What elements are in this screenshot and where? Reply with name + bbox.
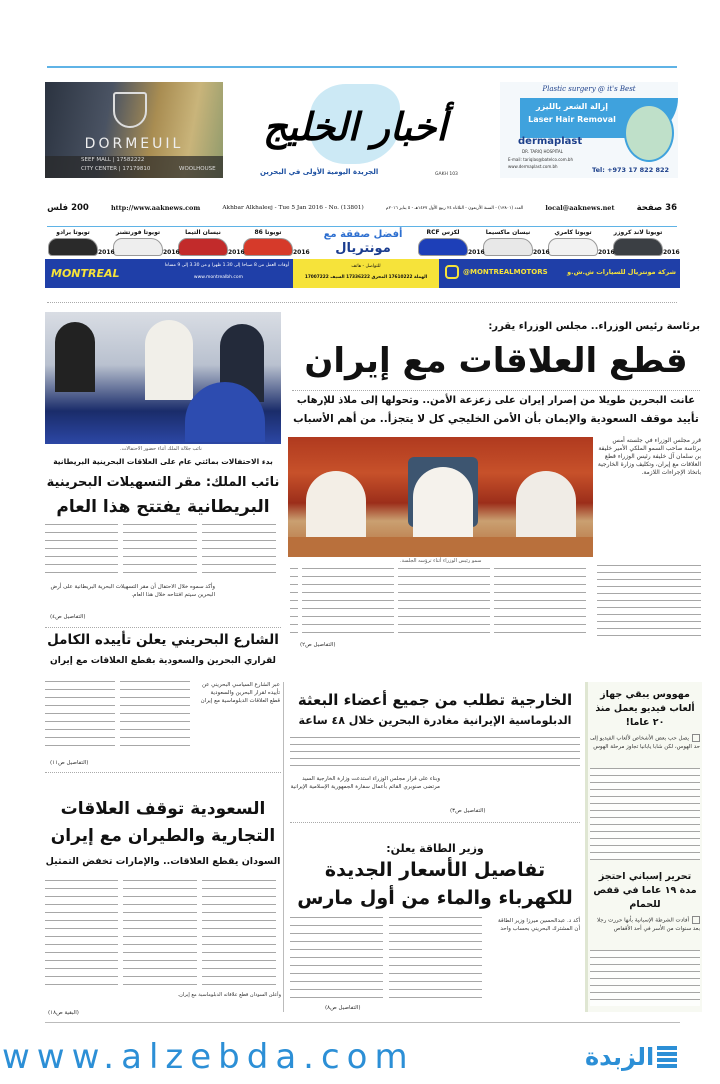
saudi-subhead: السودان يقطع العلاقات.. والإمارات تخفض التمثيل [45,856,281,867]
price: 200 فلس [47,203,89,213]
ad-title-ar: إزالة الشعر بالليزر [535,102,609,111]
car-ad-strip-left [45,259,293,288]
car-model-label: لكزس RCF [426,229,460,236]
foreign-body-start: وبناء على قرار مجلس الوزراء استدعت وزارة الخارجية السيد مرتضى صنوبري القائم بأعمال سفارة الجمهورية الإسلامية الإيرانية [290,776,440,790]
ad-brand: DORMEUIL [84,136,184,152]
sidebar-story-1-body [590,734,700,751]
ad-montreal-cars[interactable] [45,229,680,258]
lead-subhead-2: تأييد موقف السعودية والإيمان بأن الأمن الخليجي كل لا يتجزأ.. من أهم الأسباب [293,413,699,425]
energy-body-start: أكد د. عبدالحسين ميرزا وزير الطاقة أن المشترك البحريني بحساب واحد [498,918,580,932]
ad-email: E-mail: tariqlas@batelco.com.bh [508,157,573,162]
ad-brand-dermaplast: dermaplast [518,136,583,147]
britain-body [45,524,281,580]
email-link[interactable]: local@aaknews.net [545,204,615,212]
lead-body-right [597,565,701,640]
montreal-logo: MONTREAL [51,267,120,280]
info-bar [47,201,677,215]
ad-dermaplast[interactable] [500,82,678,178]
car-year: 2016 [163,249,180,256]
company-name: شركة مونتريال للسيارات ش.ش.و [567,268,676,276]
street-headline-2: لقراري البحرين والسعودية بقطع العلاقات مع إيران [50,656,276,666]
lead-photo-caption: سمو رئيس الوزراء أثناء ترؤسه الجلسة. [400,558,482,564]
sidebar-story-2-lines [590,950,700,1006]
car-year: 2016 [228,249,245,256]
top-rule [47,66,677,68]
energy-headline-2: للكهرباء والماء من أول مارس [297,887,573,909]
lead-headline: قطع العلاقات مع إيران [304,341,688,381]
masthead [250,82,460,182]
car-ad-headline-1: أفضل صفقة مع [323,229,403,240]
saudi-headline-1: السعودية توقف العلاقات [60,799,266,819]
car-model-label: تويوتا برادو [56,229,90,236]
car-year: 2016 [98,249,115,256]
car-image [418,238,468,256]
saudi-body-end: وأعلن السودان قطع علاقاته الدبلوماسية مع إيران. [177,992,281,998]
english-dateline: Akhbar Alkhaleej - Tue 5 Jan 2016 - No. (13801) [222,205,364,211]
foreign-headline-1: الخارجية تطلب من جميع أعضاء البعثة [297,691,573,709]
britain-headline-1: نائب الملك: مقر التسهيلات البحرينية [46,475,280,490]
instagram-icon [445,265,459,279]
britain-photo-caption: نائب جلالة الملك أثناء حضور الاحتفالات. [120,446,202,452]
watermark-url: www.alzebda.com [2,1037,415,1077]
britain-more[interactable]: (التفاصيل ص٤) [50,614,86,620]
ad-phone-1: SEEF MALL | 17582222 [81,157,145,163]
saudi-body [45,880,281,988]
lead-kicker: برئاسة رئيس الوزراء.. مجلس الوزراء يقرر: [488,321,700,332]
watermark-logo [585,1042,677,1072]
car-model-label: نيسان التيما [185,229,221,236]
street-body [45,681,195,751]
foreign-more[interactable]: (التفاصيل ص٣) [450,808,486,814]
britain-body-end: وأكد سموه خلال الاحتفال أن مقر التسهيلات البحرية البريطانية على أرض البحرين سيتم افتتاحه خلال هذا العام. [50,584,215,598]
montreal-site[interactable]: www.montrealbh.com [193,275,243,280]
sidebar-story-1-intro: يصل حب بعض الأشخاص لألعاب الفيديو إلى حد الهوس، لكن شابا يابانيا تجاوز مرحلة الهوس [590,735,700,750]
divider [290,822,580,823]
sidebar-story-2-intro: أفادت الشرطة الإسبانية بأنها حررت رجلا بعد سنوات من الأسر في أحد الأقفاص [597,917,700,932]
ad-web: www.dermaplast.com.bh [508,164,558,169]
lead-body-columns [290,568,590,638]
foreign-body [290,737,580,772]
cabinet-photo [288,437,593,557]
instagram-handle[interactable]: @MONTREALMOTORS [463,268,548,276]
bullet-box-icon [692,916,700,924]
bottom-rule [45,1022,680,1023]
crest-icon [113,92,147,128]
ad-tel: Tel: +973 17 822 822 [592,166,670,174]
street-body-start: عبر الشارع السياسي البحريني عن تأييده لقرار البحرين والسعودية قطع العلاقات الدبلوماسية مع إيران [200,682,280,704]
ad-store: WOOLHOUSE [179,166,216,172]
car-image [113,238,163,256]
sidebar-story-2-headline: تحرير إسباني احتجز مدة ١٩ عاما في قفص للحمام [593,871,697,910]
ad-slogan: Plastic surgery @ it's Best [542,85,636,93]
energy-more[interactable]: (التفاصيل ص٨) [325,1005,361,1011]
ad-title-en: Laser Hair Removal [528,115,616,124]
sidebar-story-1-lines [590,768,700,860]
car-image [548,238,598,256]
sidebar-story-1-headline: مهووس يبقي جهاز ألعاب فيديو يعمل منذ ٢٠ عاما! [595,689,695,728]
car-model-label: تويوتا 86 [254,229,282,236]
car-ad-headline-2: مونتريال [335,241,391,256]
ad-dormeuil[interactable] [45,82,223,178]
car-model-label: نيسان ماكسيما [485,229,531,236]
car-year: 2016 [663,249,680,256]
divider [292,390,700,391]
issue-info: العدد (١٣٨٠١) - السنة الأربعون - الثلاثاء ٢٤ ربيع الأول ١٤٣٧هـ - ٥ يناير ٢٠١٦م [385,205,524,211]
car-year: 2016 [598,249,615,256]
divider [45,772,281,773]
car-model-label: تويوتا لاند كروزر [613,229,663,236]
street-more[interactable]: (التفاصيل ص١١) [50,760,89,766]
car-year: 2016 [293,249,310,256]
section-divider [47,302,677,303]
car-image [483,238,533,256]
working-hours: أوقات العمل من 8 صباحا إلى 1.30 ظهرا و من 3.30 إلى 9 مساءا [164,263,289,268]
sidebar [585,682,702,1012]
building-image [624,104,674,162]
car-ad-strip [45,259,680,288]
watermark-logo-text: الزبدة [585,1043,655,1071]
newspaper-logo: أخبار الخليج [263,105,447,149]
britain-headline-2: البريطانية يفتتح هذا العام [56,497,270,517]
britain-kicker: بدء الاحتفالات بمائتي عام على العلاقات البحرينية البريطانية [53,457,273,466]
deputy-king-photo [45,312,281,444]
contact-title: للتواصل - هاتف [351,264,381,269]
info-rule [47,226,677,227]
masthead-code: GAKH 103 [435,172,458,177]
tagline: الجريدة اليومية الأولى في البحرين [260,168,379,176]
car-year: 2016 [533,249,550,256]
lead-subhead-1: عانت البحرين طويلا من إصرار إيران على زعزعة الأمن.. وتحولها إلى ملاذ للإرهاب [296,395,696,406]
energy-headline-1: تفاصيل الأسعار الجديدة [324,859,546,881]
energy-kicker: وزير الطاقة يعلن: [386,842,484,855]
page-count: 36 صفحة [636,203,677,213]
divider [45,627,281,628]
car-year: 2016 [468,249,485,256]
car-image [613,238,663,256]
car-image [243,238,293,256]
contact-phones: الهملة 17610222 المحرق 17336222 السيف 17007222 [304,275,428,280]
lead-more[interactable]: (التفاصيل ص٢) [300,642,336,648]
website-link[interactable]: http://www.aaknews.com [110,204,201,212]
car-image [48,238,98,256]
column-rule [283,682,284,1012]
menu-lines-icon [657,1046,677,1068]
saudi-more[interactable]: (البقية ص١٨) [48,1010,79,1016]
sidebar-story-2-body [590,916,700,933]
foreign-headline-2: الدبلوماسية الإيرانية مغادرة البحرين خلال ٤٨ ساعة [298,714,572,727]
car-image [178,238,228,256]
bullet-box-icon [692,734,700,742]
car-ad-strip-right [439,259,680,288]
car-model-label: تويوتا كامري [554,229,592,236]
street-headline-1: الشارع البحريني يعلن تأييده الكامل [47,632,279,648]
energy-body [290,917,488,1002]
car-model-label: تويوتا فورتشنر [115,229,161,236]
lead-body-intro: قرر مجلس الوزراء في جلسته أمس برئاسة صاحب السمو الملكي الأمير خليفة بن سلمان آل خليفة رئيس الوزراء قطع العلاقات مع إيران، وتكليف وزارة الخارجية باتخاذ الإجراءات اللازمة. [597,437,701,476]
ad-hospital: DR. TARIQ HOSPITAL [522,149,563,154]
saudi-headline-2: التجارية والطيران مع إيران [50,826,276,846]
car-ad-strip-middle [293,259,439,288]
ad-phone-2: CITY CENTER | 17179810 [81,166,151,172]
